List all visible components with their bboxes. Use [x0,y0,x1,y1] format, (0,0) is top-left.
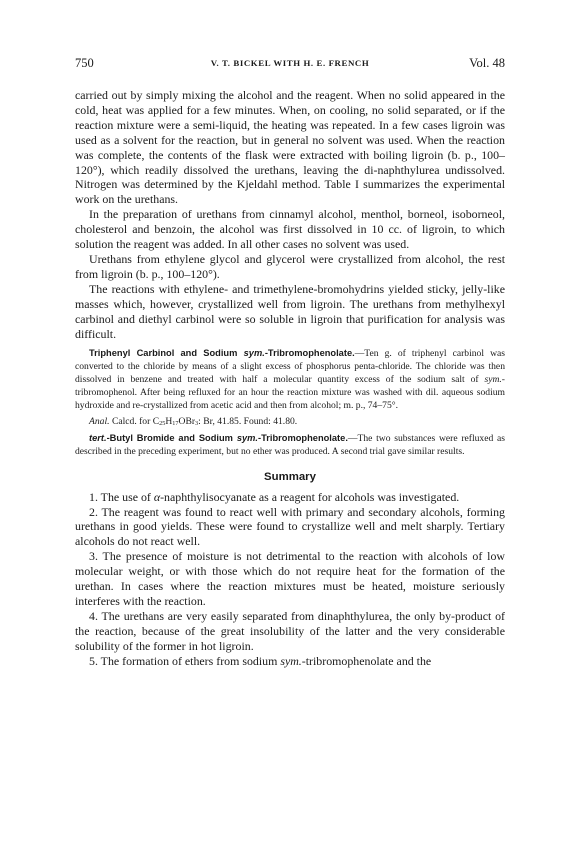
summary-item-4: 4. The urethans are very easily separated from dinaphthylurea, the only by-product of the reaction, because of the great insolubility of the latter and the very considerable solubility of the former in hot ligroin. [75,608,505,653]
summary-item-5: 5. The formation of ethers from sodium sym.-tribromophenolate and the [89,653,432,668]
experiment-triphenyl-carbinol: Triphenyl Carbinol and Sodium sym.-Tribromophenolate.—Ten g. of triphenyl carbinol was converted to the chloride by means of a slight excess of phosphorus penta-chloride. The chloride was then dissolved in benzene and treated with half a molecular quantity excess of the sodium salt of sym.-tribromophenol. After being refluxed for an hour the reaction mixture was washed with dil. aqueous sodium hydroxide and re-crystallized from acetic acid and then from alcohol; m. p., 74–75°. [75,348,506,412]
paragraph-crystallization: Urethans from ethylene glycol and glycerol were crystallized from alcohol, the rest from ligroin (b. p., 100–120°). [75,251,505,281]
summary-heading: Summary [264,470,316,483]
summary-item-2: 2. The reagent was found to react well with primary and secondary alcohols, forming urethans in good yields. These were found to crystallize well and melt sharply. Tertiary alcohols do not react well. [75,504,505,549]
running-authors: V. T. BICKEL WITH H. E. FRENCH [210,58,370,68]
journal-page [75,56,505,669]
summary-item-1: 1. The use of α-naphthylisocyanate as a reagent for alcohols was investigated. [89,489,460,504]
page-number: 750 [75,56,94,70]
paragraph-bromohydrins: The reactions with ethylene- and trimethylene-bromohydrins yielded sticky, jelly-like masses which, however, crystallized well from ligroin. The urethans from methylhexyl carbinol and diethyl carbinol were so soluble in ligroin that purification for analysis was difficult. [75,281,505,341]
experiment-tert-butyl-bromide: tert.-Butyl Bromide and Sodium sym.-Tribromophenolate.—The two substances were refluxed as described in the preceding experiment, but no ether was produced. A second trial gave similar results. [75,432,505,457]
paragraph-solvent-preparation: In the preparation of urethans from cinnamyl alcohol, menthol, borneol, isoborneol, cholesterol and benzoin, the alcohol was first dissolved in 10 cc. of ligroin, to which solution the reagent was added. In all other cases no solvent was used. [75,207,505,252]
volume-label: Vol. 48 [469,56,505,70]
experiment-title: tert.-Butyl Bromide and Sodium sym.-Tribromophenolate. [89,432,348,443]
article-body [75,88,505,669]
analysis-line: Anal. Calcd. for $C_{25}H_{17}OBr_3$: Br, 41.85. Found: 41.80. [89,415,298,427]
analysis-label: Anal. [89,415,110,427]
summary-item-3: 3. The presence of moisture is not detrimental to the reaction with alcohols of low molecular weight, or with those which do not require heat for the formation of the urethan. In cases where the reaction mixtures must be heated, moisture seriously interferes with the reaction. [75,549,505,608]
paragraph-procedure-continued: carried out by simply mixing the alcohol and the reagent. When no solid appeared in the cold, heat was applied for a few minutes. When, on cooling, no solid separated, or if the reaction mixture were a semi-liquid, the heating was repeated. In a few cases ligroin was used as a solvent for the reaction, but in general no solvent was used. When the reaction was complete, the contents of the flask were extracted with boiling ligroin (b. p., 100–120°), which readily dissolved the urethans, leaving the di-naphthylurea undissolved. Nitrogen was determined by the Kjeldahl method. Table I summarizes the experimental work on the urethans. [75,88,505,207]
experiment-title: Triphenyl Carbinol and Sodium sym.-Tribromophenolate. [89,348,355,359]
running-header [75,56,505,76]
